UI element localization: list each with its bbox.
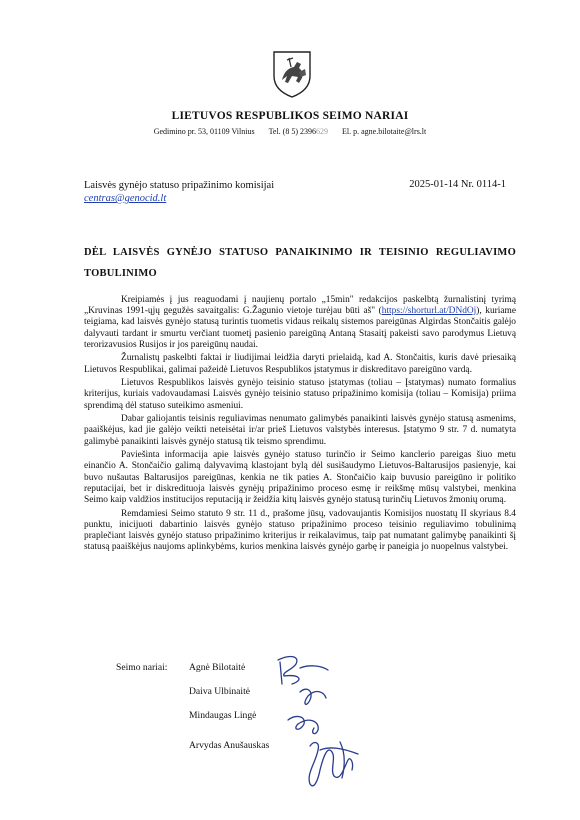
signer-name: Daiva Ulbinaitė bbox=[189, 686, 251, 697]
paragraph-2: Žurnalistų paskelbti faktai ir liudijimai leidžia daryti prielaidą, kad A. Stončaitis, kuris davė priesaiką Lietuvos Respublikai, galimai pažeidė Lietuvos Respublikos įstatymus ir diskreditavo pareigūno vardą. bbox=[84, 353, 516, 375]
email-text: El. p. agne.bilotaite@lrs.lt bbox=[342, 127, 427, 136]
article-link[interactable]: https://shorturl.at/DNdOj bbox=[381, 306, 477, 317]
lithuanian-coat-of-arms-icon bbox=[272, 50, 312, 98]
reference-number: 2025-01-14 Nr. 0114-1 bbox=[409, 179, 506, 190]
p1-end: ), kuriame teigiama, kad laisvės gynėjo statusą turintis tuometis vidaus reikalų sistemos pareigūnas Algirdas Stončaitis galėjo dalyvauti tardant ir smurtu verčiant tuometį pasienio pareigūną Antaną Stasaitį pakeisti savo parodymus Lietuvą terorizavusios Rusijos ir jos pareigūnų naudai. bbox=[84, 306, 516, 350]
phone-text bbox=[269, 127, 328, 136]
paragraph-4: Dabar galiojantis teisinis reguliavimas nenumato galimybės panaikinti laisvės gynėjo statusą asmenims, paaiškėjus, kad jie galėjo veikti neteisėtai ir/ar prieš Lietuvos valstybės interesus. Įstatymo 9 str. 7 d. numatyta galimybė panaikinti laisvės gynėjo statusą tik teismo sprendimu. bbox=[84, 414, 516, 447]
signer-name: Agnė Bilotaitė bbox=[189, 662, 246, 673]
handwritten-signature-icon bbox=[270, 650, 390, 800]
signer-name: Mindaugas Lingė bbox=[189, 710, 257, 721]
recipient-email-link[interactable]: centras@genocid.lt bbox=[84, 193, 167, 204]
signers-label: Seimo nariai: bbox=[116, 662, 168, 673]
phone-prefix: Tel. (8 5) 2396 bbox=[268, 127, 317, 136]
address-text: Gedimino pr. 53, 01109 Vilnius bbox=[153, 127, 255, 136]
recipient-name: Laisvės gynėjo statuso pripažinimo komisijai bbox=[84, 180, 275, 191]
paragraph-5: Paviešinta informacija apie laisvės gynėjo statuso turinčio ir Seimo kanclerio pareigas šiuo metu einančio A. Stončaičio galimą dalyvavimą klastojant bylą dėl susišaudymo Lietuvos-Baltarusijos pasienyje, kai buvo nušautas Baltarusijos pareigūnas, kenkia ne tik paties A. Stončaičio kaip buvusio pareigūno ir politiko reputacijai, bet ir diskredituoja laisvės gynėjų pripažinimo proceso esmę ir reikšmę mūsų valstybei, menkina Seimo kaip valdžios institucijos reputaciją ir žeidžia kitų laisvės gynėjo statusą turinčių Lietuvos žmonių orumą. bbox=[84, 450, 516, 506]
p1-start: Kreipiamės į jus reaguodami į naujienų portalo „15min" redakcijos paskelbtą žurnalistinį tyrimą „Kruvinas 1991-ųjų gegužės savaitgalis: G.Žagunio vietoje turėjau būti aš" ( bbox=[84, 295, 516, 317]
paragraph-6: Remdamiesi Seimo statuto 9 str. 11 d., prašome jūsų, vadovaujantis Komisijos nuostatų II skyriaus 8.4 punktu, inicijuoti dabartinio laisvės gynėjo statuso pripažinimo proceso teisinio reguliavimo tobulinimą praplečiant laisvės gynėjo statuso pripažinimo kriterijus ir reikalavimus, taip pat numatant galimybę panaikinti šį statusą paaiškėjus naujoms aplinkybėms, kurios menkina laisvės gynėjo garbę ir paneigia jo nuopelnus valstybei. bbox=[84, 508, 516, 553]
recipient-block bbox=[84, 179, 274, 205]
paragraph-3: Lietuvos Respublikos laisvės gynėjo teisinio statuso įstatymas (toliau – Įstatymas) numato formalius kriterijus, kuriais vadovaudamasi Laisvės gynėjo teisinio statuso pripažinimo komisija (toliau – Komisija) priima sprendimą dėl statuso suteikimo asmeniui. bbox=[84, 378, 516, 411]
letter-subject: DĖL LAISVĖS GYNĖJO STATUSO PANAIKINIMO IR TEISINIO REGULIAVIMO TOBULINIMO bbox=[84, 247, 516, 279]
signer-name: Arvydas Anušauskas bbox=[189, 740, 270, 751]
phone-suffix: 629 bbox=[316, 127, 329, 136]
organization-name: LIETUVOS RESPUBLIKOS SEIMO NARIAI bbox=[171, 110, 409, 122]
contact-line bbox=[0, 127, 580, 136]
paragraph-1 bbox=[84, 295, 516, 351]
letter-body bbox=[84, 295, 516, 556]
